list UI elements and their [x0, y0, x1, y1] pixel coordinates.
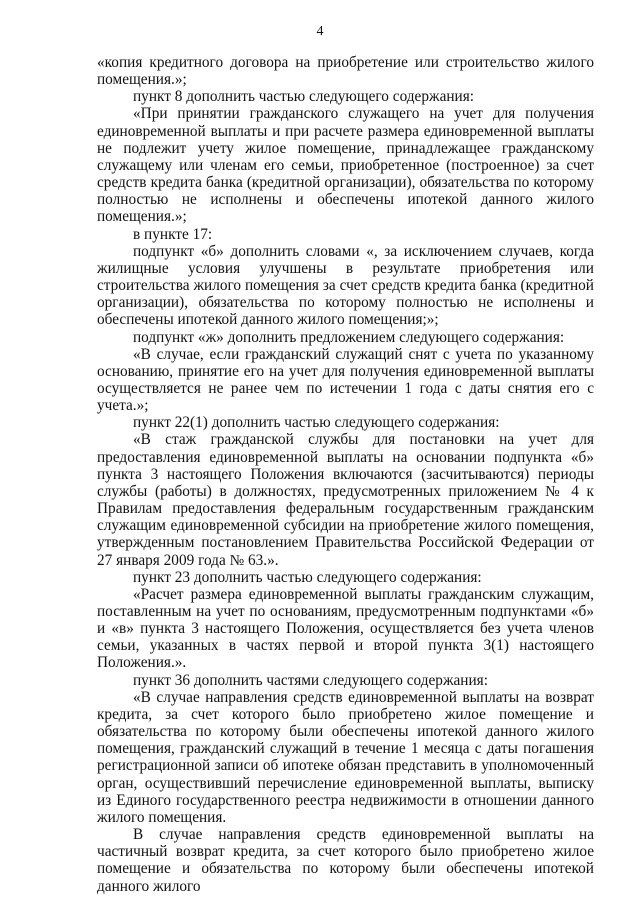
paragraph: пункт 22(1) дополнить частью следующего содержания: [133, 414, 500, 432]
paragraph: «В случае направления средств единовременной выплаты на возврат кредита, за счет которого было приобретено жилое помещение и обязательства по которому были обеспечены ипотекой данного жилого помещения, гражданский служащий в течение 1 месяца с даты погашения регистрационной записи об ипотеке обязан представить в уполномоченный орган, осуществивший перечисление единовременной выплаты, выписку из Единого государственного реестра недвижимости в отношении данного жилого помещения. [97, 688, 594, 826]
paragraph: «В случае, если гражданский служащий снят с учета по указанному основанию, принятие его на учет для получения единовременной выплаты осуществляется не ранее чем по истечении 1 года с даты снятия его с учета.»; [97, 345, 594, 415]
paragraph: подпункт «б» дополнить словами «, за исключением случаев, когда жилищные условия улучшены в результате приобретения или строительства жилого помещения за счет средств кредита банка (кредитной организации), обязательства по которому полностью не исполнены и обеспечены ипотекой данного жилого помещения;»; [97, 242, 594, 329]
paragraph: «В стаж гражданской службы для постановки на учет для предоставления единовременной выплаты на основании подпункта «б» пункта 3 настоящего Положения включаются (засчитываются) периоды службы (работы) в должностях, предусмотренных приложением № 4 к Правилам предоставления федеральным государственным гражданским служащим единовременной субсидии на приобретение жилого помещения, утвержденным постановлением Правительства Российской Федерации от 27 января 2009 года № 63.». [97, 431, 594, 569]
paragraph: пункт 8 дополнить частью следующего содержания: [133, 88, 475, 106]
document-body [97, 54, 594, 895]
paragraph: В случае направления средств единовременной выплаты на частичный возврат кредита, за счет которого было приобретено жилое помещение и обязательства по которому были обеспечены ипотекой данного жилого [97, 826, 594, 895]
paragraph: «копия кредитного договора на приобретение или строительство жилого помещения.»; [97, 54, 594, 89]
page-number: 4 [316, 24, 324, 39]
paragraph: подпункт «ж» дополнить предложением следующего содержания: [133, 328, 565, 346]
paragraph: «При принятии гражданского служащего на учет для получения единовременной выплаты и при расчете размера единовременной выплаты не подлежит учету жилое помещение, принадлежащее гражданскому служащему или членам его семьи, приобретенное (построенное) за счет средств кредита банка (кредитной организации), обязательства по которому полностью не исполнены и обеспечены ипотекой данного жилого помещения.»; [97, 105, 594, 226]
paragraph: пункт 23 дополнить частью следующего содержания: [133, 568, 482, 586]
paragraph: «Расчет размера единовременной выплаты гражданским служащим, поставленным на учет по основаниям, предусмотренным подпунктами «б» и «в» пункта 3 настоящего Положения, осуществляется без учета членов семьи, указанных в частях первой и второй пункта 3(1) настоящего Положения.». [97, 585, 594, 672]
paragraph: пункт 36 дополнить частями следующего содержания: [133, 671, 488, 689]
paragraph: в пункте 17: [133, 225, 213, 243]
